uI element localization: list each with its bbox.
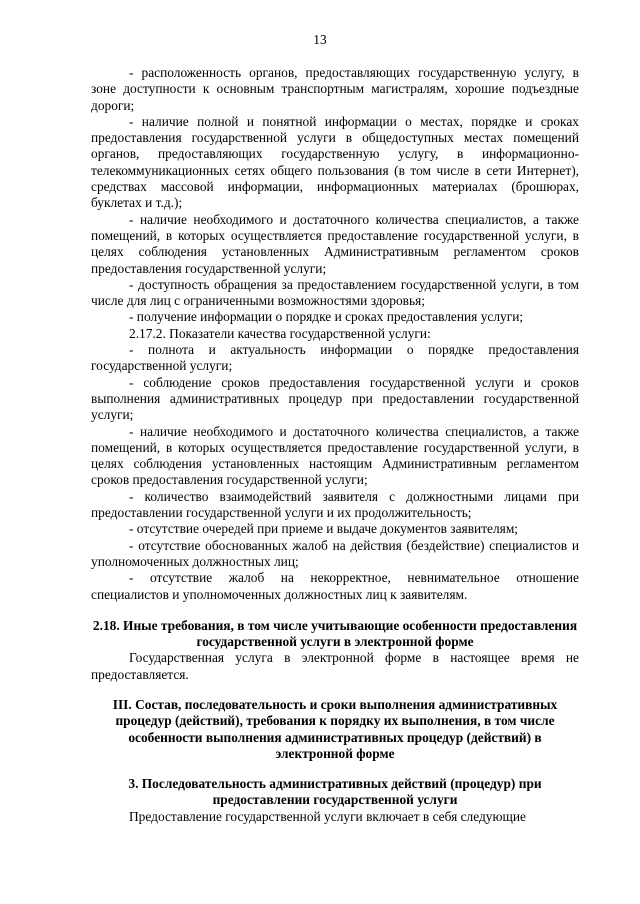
paragraph: Государственная услуга в электронной форме в настоящее время не предоставляется. <box>91 650 579 682</box>
paragraph: - отсутствие очередей при приеме и выдаче документов заявителям; <box>129 521 519 537</box>
paragraph: - полнота и актуальность информации о порядке предоставления государственной услуги; <box>91 342 579 374</box>
section-heading: III. Состав, последовательность и сроки выполнения административных процедур (действий), требования к порядку их выполнения, в том числе особенности выполнения административных процедур (действий) в электронной форме <box>112 696 558 761</box>
paragraph: Предоставление государственной услуги включает в себя следующие <box>129 808 526 824</box>
section-spacer <box>91 683 579 697</box>
section-heading: 2.18. Иные требования, в том числе учитывающие особенности предоставления государственной услуги в электронной форме <box>92 617 578 650</box>
section-heading: 3. Последовательность административных действий (процедур) при предоставлении государственной услуги <box>128 776 542 808</box>
paragraph: - отсутствие жалоб на некорректное, невнимательное отношение специалистов и уполномоченных должностных лиц к заявителям. <box>91 570 579 602</box>
paragraph: - наличие необходимого и достаточного количества специалистов, а также помещений, в которых осуществляется предоставление государственной услуги, в целях соблюдения установленных Административным регламентом сроков предоставления государственной услуги; <box>91 211 579 276</box>
section-spacer <box>91 603 579 618</box>
paragraph: - наличие полной и понятной информации о местах, порядке и сроках предоставления государственной услуги в общедоступных местах помещений органов, предоставляющих государственную услугу, в информационно-телекоммуникационных сетях общего пользования (в том числе в сети Интернет), средствах массовой информации, информационных материалах (брошюрах, буклетах и т.д.); <box>91 113 579 211</box>
paragraph: - количество взаимодействий заявителя с должностными лицами при предоставлении государственной услуги и их продолжительность; <box>91 488 579 521</box>
paragraph: - наличие необходимого и достаточного количества специалистов, а также помещений, в которых осуществляется предоставление государственной услуги, в целях соблюдения установленных настоящим Административным регламентом сроков предоставления государственной услуги; <box>91 423 579 488</box>
page-number: 13 <box>313 32 327 47</box>
paragraph: - получение информации о порядке и сроках предоставления услуги; <box>129 309 524 325</box>
paragraph: - доступность обращения за предоставлением государственной услуги, в том числе для лиц с ограниченными возможностями здоровья; <box>91 276 579 309</box>
paragraph: - соблюдение сроков предоставления государственной услуги и сроков выполнения административных процедур при предоставлении государственной услуги; <box>91 374 579 423</box>
document-body <box>91 65 579 825</box>
paragraph: 2.17.2. Показатели качества государственной услуги: <box>129 325 431 341</box>
section-spacer <box>91 762 579 776</box>
paragraph: - отсутствие обоснованных жалоб на действия (бездействие) специалистов и уполномоченных должностных лиц; <box>91 537 579 569</box>
paragraph: - расположенность органов, предоставляющих государственную услугу, в зоне доступности к основным транспортным магистралям, хорошие подъездные дороги; <box>91 65 579 113</box>
